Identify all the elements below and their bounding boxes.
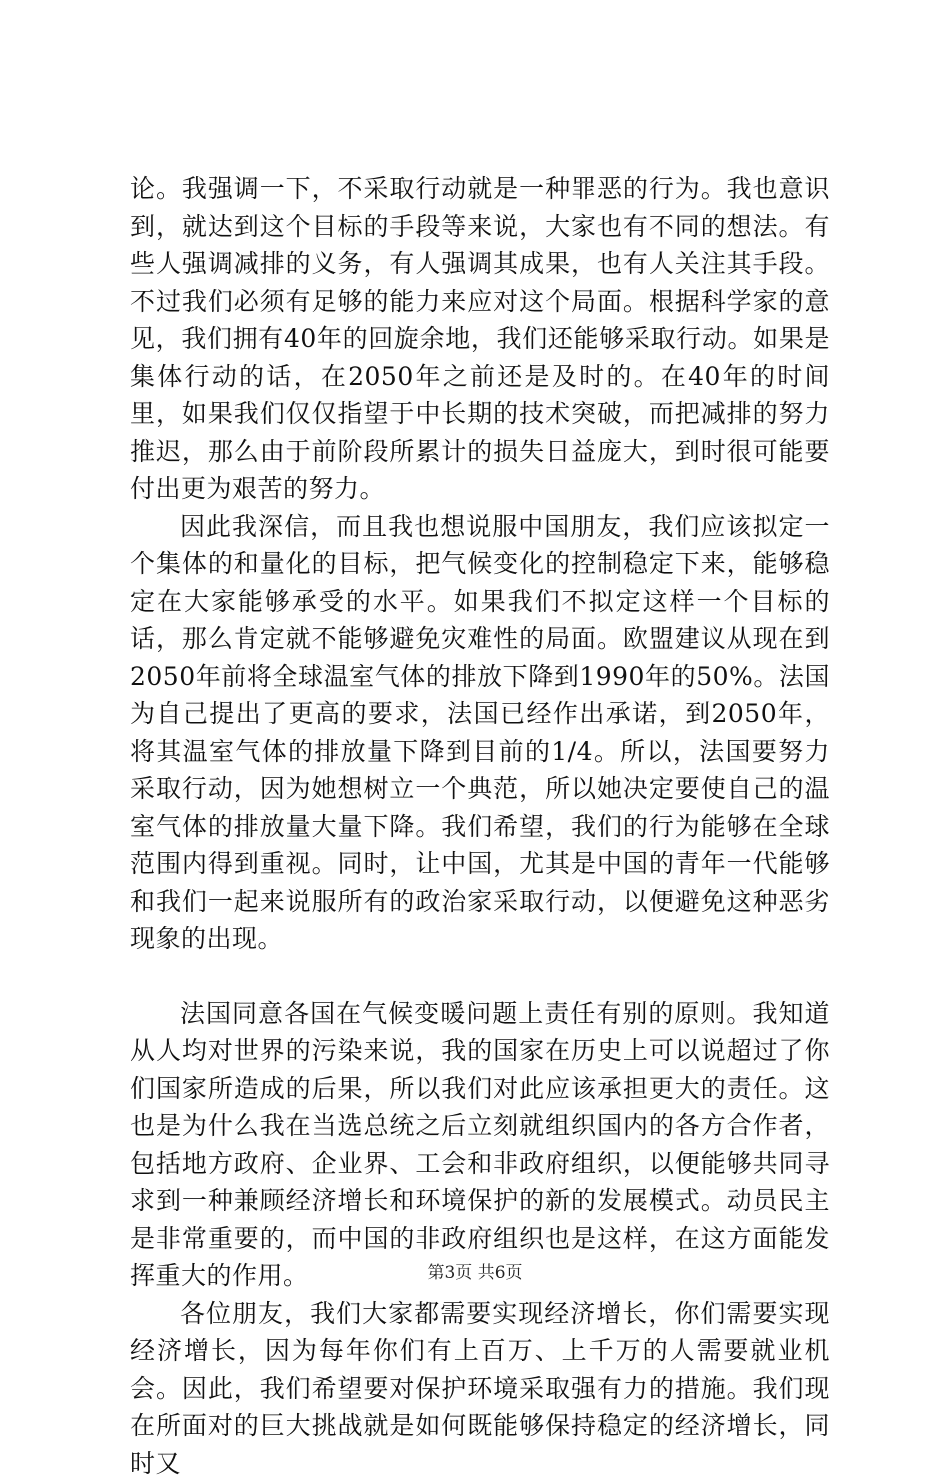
page-number-label: 第3页 共6页 xyxy=(427,1263,522,1283)
paragraph: 因此我深信，而且我也想说服中国朋友，我们应该拟定一个集体的和量化的目标，把气候变化的控制稳定下来，能够稳定在大家能够承受的水平。如果我们不拟定这样一个目标的话，那么肯定就不能够避免灾难性的局面。欧盟建议从现在到2050年前将全球温室气体的排放下降到1990年的50%。法国为自己提出了更高的要求，法国已经作出承诺，到2050年，将其温室气体的排放量下降到目前的1/4。所以，法国要努力采取行动，因为她想树立一个典范，所以她决定要使自己的温室气体的排放量大量下降。我们希望，我们的行为能够在全球范围内得到重视。同时，让中国，尤其是中国的青年一代能够和我们一起来说服所有的政治家采取行动，以便避免这种恶劣现象的出现。 xyxy=(130,508,830,958)
page-footer xyxy=(0,1258,950,1283)
paragraph-continued: 论。我强调一下，不采取行动就是一种罪恶的行为。我也意识到，就达到这个目标的手段等来说，大家也有不同的想法。有些人强调减排的义务，有人强调其成果，也有人关注其手段。不过我们必须有足够的能力来应对这个局面。根据科学家的意见，我们拥有40年的回旋余地，我们还能够采取行动。如果是集体行动的话，在2050年之前还是及时的。在40年的时间里，如果我们仅仅指望于中长期的技术突破，而把减排的努力推迟，那么由于前阶段所累计的损失日益庞大，到时很可能要付出更为艰苦的努力。 xyxy=(130,170,830,508)
document-body xyxy=(130,170,830,1482)
paragraph: 法国同意各国在气候变暖问题上责任有别的原则。我知道从人均对世界的污染来说，我的国家在历史上可以说超过了你们国家所造成的后果，所以我们对此应该承担更大的责任。这也是为什么我在当选总统之后立刻就组织国内的各方合作者，包括地方政府、企业界、工会和非政府组织，以便能够共同寻求到一种兼顾经济增长和环境保护的新的发展模式。动员民主是非常重要的，而中国的非政府组织也是这样，在这方面能发挥重大的作用。 xyxy=(130,995,830,1295)
paragraph: 各位朋友，我们大家都需要实现经济增长，你们需要实现经济增长，因为每年你们有上百万、上千万的人需要就业机会。因此，我们希望要对保护环境采取强有力的措施。我们现在所面对的巨大挑战就是如何既能够保持稳定的经济增长，同时又 xyxy=(130,1295,830,1482)
